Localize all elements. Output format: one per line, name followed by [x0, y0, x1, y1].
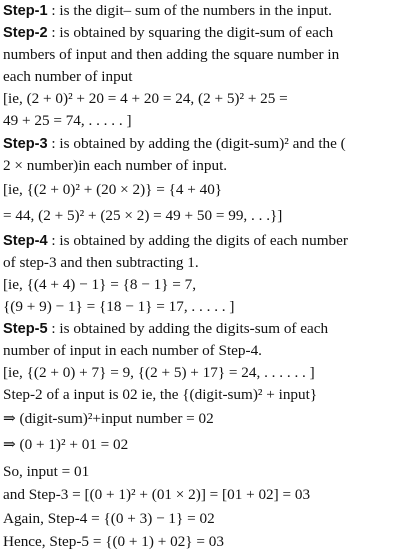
text-line: So, input = 01	[3, 463, 90, 480]
step-1-label: Step-1	[3, 3, 48, 19]
step-5-text: : is obtained by adding the digits-sum of each	[47, 320, 329, 337]
step-1-text: : is the digit– sum of the numbers in the input.	[47, 2, 332, 19]
step-4-text: : is obtained by adding the digits of each number	[47, 232, 348, 249]
step-4-line	[3, 232, 348, 252]
math-line: 49 + 25 = 74, . . . . . ]	[3, 112, 132, 129]
math-line: Step-2 of a input is 02 ie, the {(digit-sum)² + input}	[3, 386, 318, 403]
math-line: and Step-3 = [(0 + 1)² + (01 × 2)] = [01 + 02] = 03	[3, 486, 311, 503]
step-1-line	[3, 2, 332, 22]
step-4-label: Step-4	[3, 233, 48, 249]
math-line: = 44, (2 + 5)² + (25 × 2) = 49 + 50 = 99, . . .}]	[3, 207, 283, 224]
step-2-line	[3, 24, 333, 44]
text-line: number of input in each number of Step-4.	[3, 342, 262, 359]
text-line: 2 × number)in each number of input.	[3, 157, 228, 174]
math-line: Again, Step-4 = {(0 + 3) − 1} = 02	[3, 510, 215, 527]
math-line: [ie, {(4 + 4) − 1} = {8 − 1} = 7,	[3, 276, 197, 293]
math-line: [ie, (2 + 0)² + 20 = 4 + 20 = 24, (2 + 5)² + 25 =	[3, 90, 288, 107]
step-2-label: Step-2	[3, 25, 48, 41]
math-line: [ie, {(2 + 0) + 7} = 9, {(2 + 5) + 17} = 24, . . . . . . ]	[3, 364, 315, 381]
math-line: [ie, {(2 + 0)² + (20 × 2)} = {4 + 40}	[3, 181, 223, 198]
math-line: Hence, Step-5 = {(0 + 1) + 02} = 03	[3, 533, 224, 550]
step-5-label: Step-5	[3, 321, 48, 337]
implication-line: ⇒ (digit-sum)²+input number = 02	[3, 410, 214, 427]
text-line: numbers of input and then adding the square number in	[3, 46, 340, 63]
step-3-text: : is obtained by adding the (digit-sum)² and the (	[47, 135, 346, 152]
implication-line: ⇒ (0 + 1)² + 01 = 02	[3, 436, 129, 453]
text-line: each number of input	[3, 68, 133, 85]
step-3-label: Step-3	[3, 136, 48, 152]
text-line: of step-3 and then subtracting 1.	[3, 254, 199, 271]
step-3-line	[3, 135, 346, 155]
step-5-line	[3, 320, 328, 340]
math-line: {(9 + 9) − 1} = {18 − 1} = 17, . . . . . ]	[3, 298, 235, 315]
step-2-text: : is obtained by squaring the digit-sum of each	[47, 24, 334, 41]
